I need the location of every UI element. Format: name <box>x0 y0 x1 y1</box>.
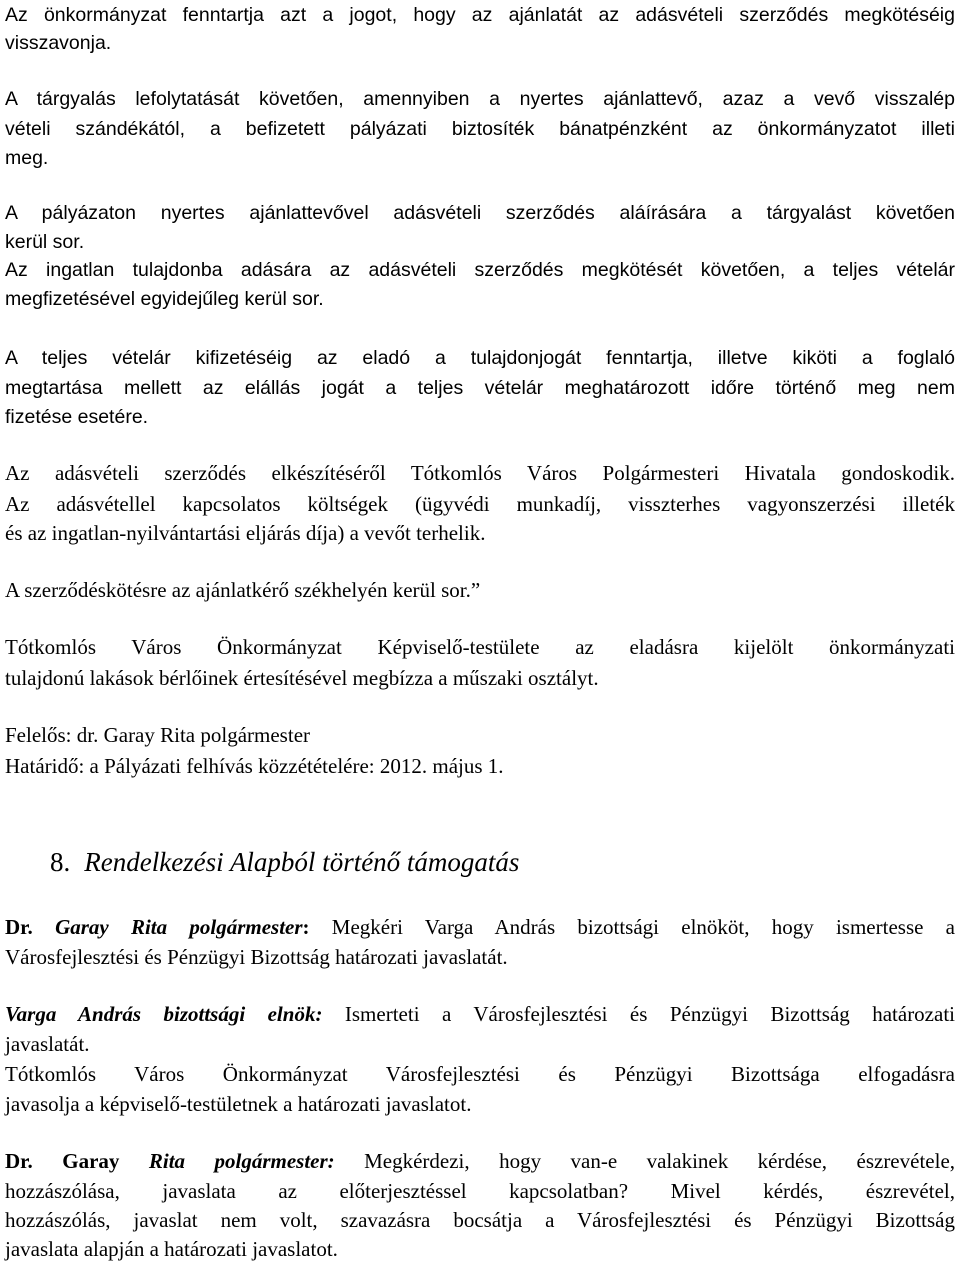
minutes-line <box>5 1151 955 1172</box>
paragraph-line: megfizetésével egyidejűleg kerül sor. <box>5 288 324 310</box>
paragraph-line: és az ingatlan-nyilvántartási eljárás díja) a vevőt terhelik. <box>5 521 486 545</box>
paragraph-line: A tárgyalás lefolytatását követően, amennyiben a nyertes ajánlattevő, azaz a vevő visszalép <box>5 88 955 110</box>
speaker-name: Varga András bizottsági elnök: <box>5 1002 323 1026</box>
paragraph-line: kerül sor. <box>5 231 85 253</box>
paragraph-line: Az adásvétellel kapcsolatos költségek (ügyvédi munkadíj, visszterhes vagyonszerzési illeték <box>5 492 955 516</box>
paragraph-line: tulajdonú lakások bérlőinek értesítésével megbízza a műszaki osztályt. <box>5 666 599 690</box>
paragraph-line: fizetése esetére. <box>5 406 149 428</box>
paragraph-line: Az ingatlan tulajdonba adására az adásvételi szerződés megkötését követően, a teljes vételár <box>5 259 955 281</box>
section-number: 8. <box>50 847 71 877</box>
paragraph-line: A teljes vételár kifizetéséig az eladó a tulajdonjogát fenntartja, illetve kiköti a foglaló <box>5 347 955 369</box>
section-title: Rendelkezési Alapból történő támogatás <box>84 847 520 877</box>
paragraph-line: megtartása mellett az elállás jogát a teljes vételár meghatározott időre történő meg nem <box>5 377 955 399</box>
paragraph-line: Az önkormányzat fenntartja azt a jogot, hogy az ajánlatát az adásvételi szerződés megkötéséig <box>5 4 955 26</box>
minutes-line: javaslatát. <box>5 1032 90 1056</box>
minutes-line: javasolja a képviselő-testületnek a határozati javaslatot. <box>5 1092 472 1116</box>
speaker-name: Rita polgármester: <box>148 1149 335 1173</box>
responsible-line: Felelős: dr. Garay Rita polgármester <box>5 723 311 747</box>
minutes-line <box>5 1004 955 1025</box>
section-heading <box>50 849 955 876</box>
minutes-text: Megkérdezi, hogy van-e valakinek kérdése, észrevétele, <box>334 1149 956 1173</box>
speaker-name: Garay Rita polgármester <box>55 915 303 939</box>
minutes-line: hozzászólása, javaslata az előterjesztéssel kapcsolatban? Mivel kérdés, észrevétel, <box>5 1179 955 1203</box>
paragraph-line: Tótkomlós Város Önkormányzat Képviselő-testülete az eladásra kijelölt önkormányzati <box>5 635 955 659</box>
paragraph-line: Az adásvételi szerződés elkészítéséről Tótkomlós Város Polgármesteri Hivatala gondoskodik. <box>5 461 955 485</box>
deadline-line: Határidő: a Pályázati felhívás közzétételére: 2012. május 1. <box>5 754 504 778</box>
paragraph-line: A pályázaton nyertes ajánlattevővel adásvételi szerződés aláírására a tárgyalást követően <box>5 202 955 224</box>
minutes-line: hozzászólás, javaslat nem volt, szavazásra bocsátja a Városfejlesztési és Pénzügyi Bizottság <box>5 1208 955 1232</box>
minutes-text: Megkéri Varga András bizottsági elnököt, hogy ismertesse a <box>309 915 956 939</box>
minutes-line: javaslata alapján a határozati javaslatot. <box>5 1237 338 1261</box>
minutes-line: Városfejlesztési és Pénzügyi Bizottság határozati javaslatát. <box>5 945 508 969</box>
minutes-text: Ismerteti a Városfejlesztési és Pénzügyi Bizottság határozati <box>322 1002 955 1026</box>
paragraph-line: vételi szándékától, a befizetett pályázati biztosíték bánatpénzként az önkormányzatot illeti <box>5 118 955 140</box>
speaker-colon: : <box>302 915 310 939</box>
minutes-line: Tótkomlós Város Önkormányzat Városfejlesztési és Pénzügyi Bizottsága elfogadásra <box>5 1062 955 1086</box>
paragraph-line: A szerződéskötésre az ajánlatkérő székhelyén kerül sor.” <box>5 578 481 602</box>
speaker-name: Dr. <box>5 915 33 939</box>
speaker-name: Dr. Garay <box>5 1149 120 1173</box>
paragraph-line: visszavonja. <box>5 32 112 54</box>
paragraph-line: meg. <box>5 147 49 169</box>
minutes-line <box>5 917 955 938</box>
